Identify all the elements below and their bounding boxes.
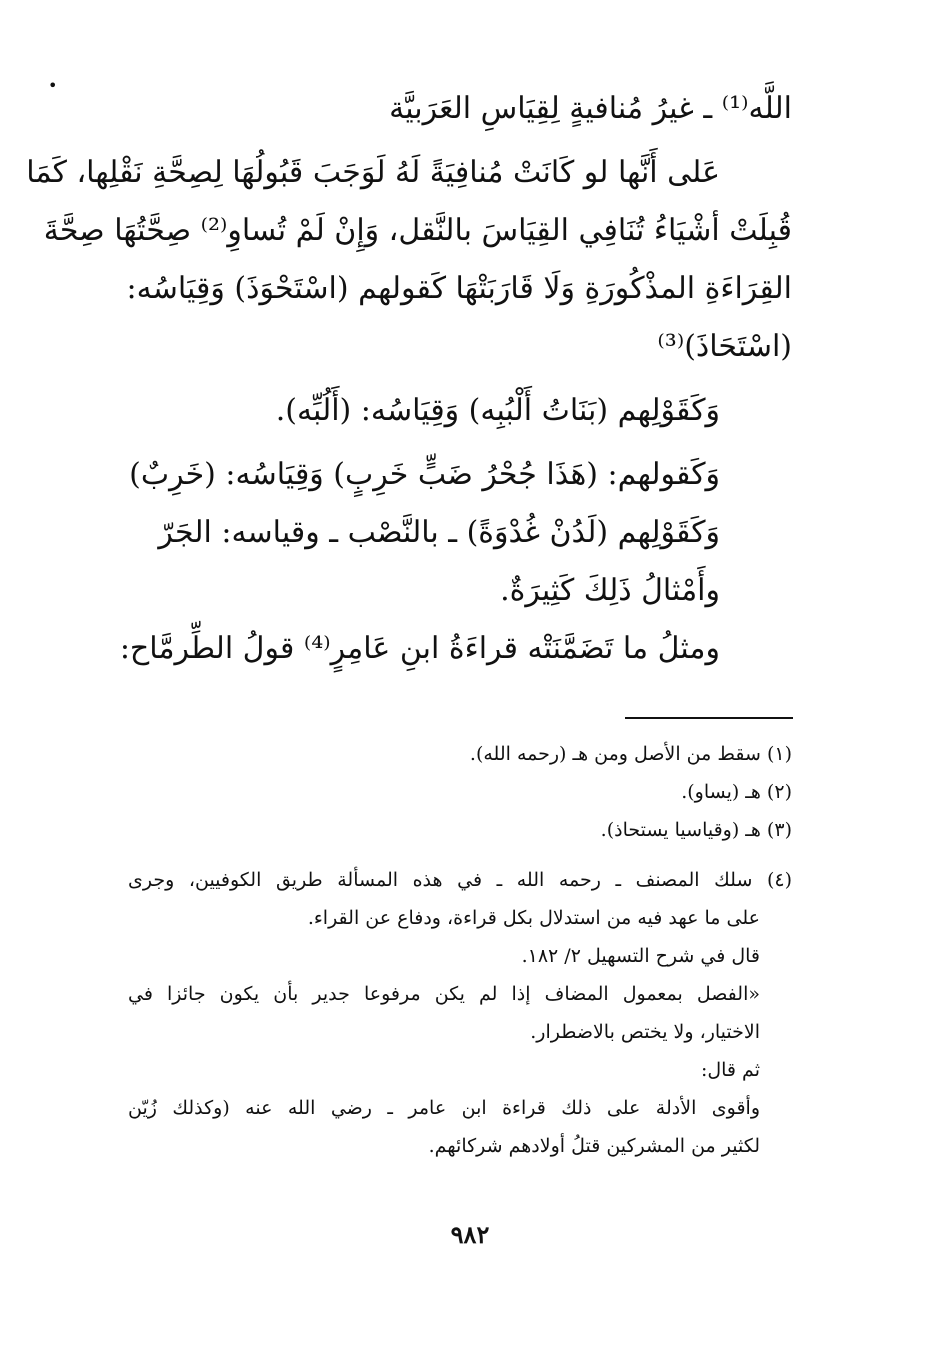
body-line: وَكَقَوْلِهم (لَدُنْ غُدْوَةً) ـ بالنَّصْب ـ وقياسه: الجَرّ bbox=[158, 515, 720, 550]
footnote-continuation: لكثير من المشركين قتلُ أولادهم شركائهم. bbox=[428, 1135, 760, 1157]
footnote-continuation: وأقوى الأدلة على ذلك قراءة ابن عامر ـ رضي الله عنه (وكذلك زُيّن bbox=[128, 1097, 760, 1119]
page-number: ٩٨٢ bbox=[450, 1220, 490, 1249]
footnote-continuation: «الفصل بمعمول المضاف إذا لم يكن مرفوعا جدير بأن يكون جائزا في bbox=[128, 983, 760, 1005]
body-line: القِرَاءَةِ المذْكُورَةِ وَلَا قَارَبَتْهَا كَقولهم (اسْتَحْوَذَ) وَقِيَاسُه: bbox=[126, 271, 792, 306]
footnote-separator bbox=[625, 717, 793, 719]
body-line: قُبِلَتْ أشْيَاءُ تُنَافِي القِيَاسَ بالنَّقل، وَإِنْ لَمْ تُساوِ⁽²⁾ صِحَّتُهَا صِحَّةَ bbox=[43, 213, 792, 248]
footnote: (٣) هـ (وقياسيا يستحاذ). bbox=[600, 819, 792, 841]
page-mark: • bbox=[48, 76, 58, 95]
footnote-continuation: الاختيار، ولا يختص بالاضطرار. bbox=[530, 1021, 760, 1043]
main-text bbox=[26, 80, 792, 678]
body-line: عَلى أَنَّها لو كَانَتْ مُنافِيَةً لَهُ لَوَجَبَ قَبُولُهَا لِصِحَّةِ نَقْلِها، كَمَا bbox=[26, 155, 720, 190]
body-line: وَكَقَوْلِهم (بَنَاتُ أَلْبُبِه) وَقِيَاسُه: (أَلُبِّه). bbox=[275, 393, 720, 428]
body-line: وَكَقولهم: (هَذَا جُحْرُ ضَبٍّ خَرِبٍ) وَقِيَاسُه: (خَرِبٌ) bbox=[129, 457, 720, 492]
body-line: ومثلُ ما تَضَمَّنَتْه قراءَةُ ابنِ عَامِرٍ⁽⁴⁾ قولُ الطِّرمَّاح: bbox=[119, 631, 720, 666]
footnote: (٢) هـ (يساو). bbox=[681, 781, 792, 803]
body-line: (اسْتَحَاذَ)⁽³⁾ bbox=[657, 329, 792, 364]
footnote: (١) سقط من الأصل ومن هـ (رحمه الله). bbox=[469, 743, 792, 765]
footnote-continuation: قال في شرح التسهيل ٢/ ١٨٢. bbox=[521, 945, 760, 967]
footnote: (٤) سلك المصنف ـ رحمه الله ـ في هذه المسألة طريق الكوفيين، وجرى bbox=[128, 869, 792, 891]
body-line: وأَمْثالُ ذَلِكَ كَثِيرَةٌ. bbox=[500, 573, 720, 608]
footnote-continuation: ثم قال: bbox=[700, 1059, 760, 1081]
body-line: اللَّه⁽¹⁾ ـ غيرُ مُنافيةٍ لِقِيَاسِ العَرَبيَّة bbox=[389, 91, 792, 126]
footnote-continuation: على ما عهد فيه من استدلال بكل قراءة، ودفاع عن القراء. bbox=[307, 907, 760, 929]
footnotes bbox=[128, 735, 792, 1165]
